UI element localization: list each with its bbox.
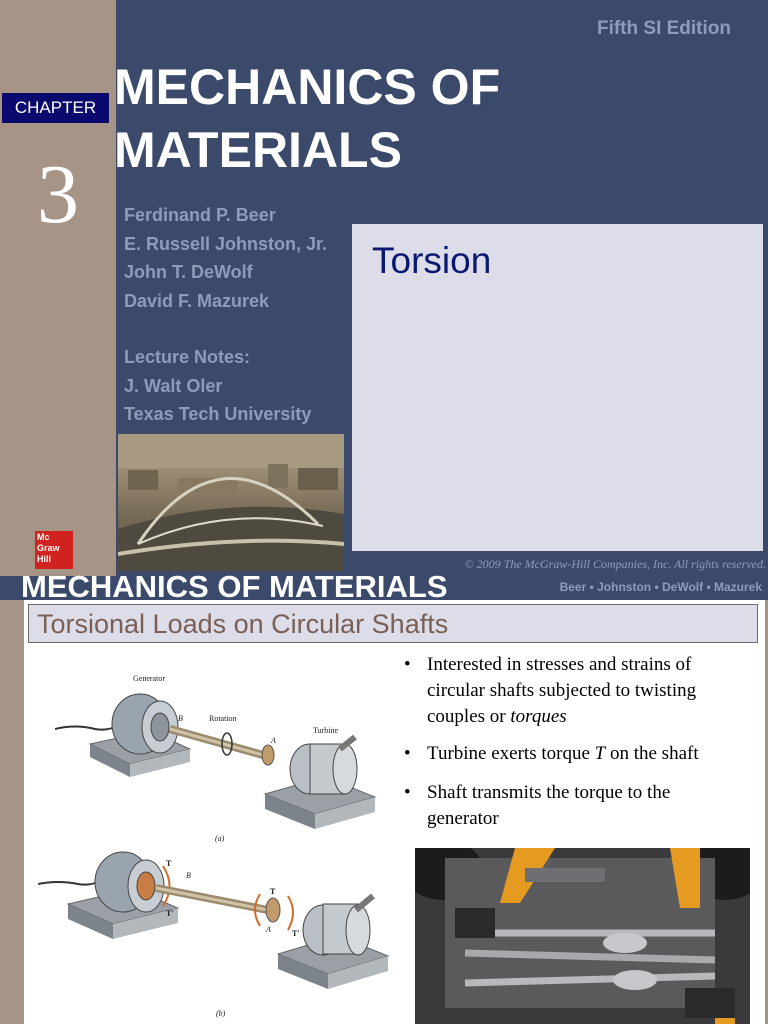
slide-title: Torsional Loads on Circular Shafts <box>37 609 449 639</box>
point-b-label: B <box>186 871 191 880</box>
chapter-label: CHAPTER <box>2 93 109 123</box>
edition-label: Fifth SI Edition <box>596 18 731 39</box>
torque-prime-label: T' <box>292 929 300 938</box>
torque-label: T <box>166 859 172 868</box>
author-list <box>124 201 327 316</box>
lecture-notes-label: Lecture Notes: <box>124 347 251 367</box>
author-name: E. Russell Johnston, Jr. <box>124 233 328 254</box>
author-name: John T. DeWolf <box>124 262 253 283</box>
left-margin-bar <box>0 600 24 1024</box>
bullet-list <box>404 652 744 843</box>
bridge-photo <box>118 434 344 571</box>
point-b-label: B <box>178 714 183 723</box>
mcgraw-hill-logo: Mc Graw Hill <box>35 531 73 569</box>
figure-caption: (b) <box>216 1009 226 1018</box>
side-bar <box>0 0 116 576</box>
book-title <box>114 56 674 182</box>
chapter-number: 3 <box>37 148 79 241</box>
point-a-label: A <box>271 736 276 745</box>
university-name: Texas Tech University <box>124 404 312 425</box>
bullet-item: • Shaft transmits the torque to the generator <box>404 780 744 832</box>
lecturer-name: J. Walt Oler <box>124 375 223 396</box>
torque-prime-label: T' <box>166 909 174 918</box>
car-underside-photo <box>415 848 750 1024</box>
point-a-label: A <box>266 925 271 934</box>
rotation-label: Rotation <box>209 714 237 723</box>
authors-line: Beer • Johnston • DeWolf • Mazurek <box>559 580 762 594</box>
generator-label: Generator <box>133 674 165 683</box>
book-title-line-1: MECHANICS OF <box>114 59 501 115</box>
bullet-item: • Turbine exerts torque T on the shaft <box>404 741 744 767</box>
topic-panel <box>352 224 763 551</box>
author-name: David F. Mazurek <box>124 291 270 312</box>
shaft-diagram-a <box>55 669 385 844</box>
lecture-notes-credit <box>124 343 311 429</box>
author-name: Ferdinand P. Beer <box>124 205 276 225</box>
topic-title: Torsion <box>372 240 492 281</box>
slide-header: MECHANICS OF MATERIALS <box>21 569 448 604</box>
content-slide <box>0 569 768 1024</box>
book-title-line-2: MATERIALS <box>114 122 402 178</box>
bullet-item: • Interested in stresses and strains of circular shafts subjected to twisting couples or torques <box>404 652 744 730</box>
figure-caption: (a) <box>215 834 225 843</box>
turbine-label: Turbine <box>313 726 339 735</box>
slide-title-box <box>28 604 758 643</box>
torque-label: T <box>270 887 276 896</box>
copyright-notice: © 2009 The McGraw-Hill Companies, Inc. All rights reserved. <box>464 557 766 571</box>
shaft-diagram-b <box>38 844 400 1020</box>
